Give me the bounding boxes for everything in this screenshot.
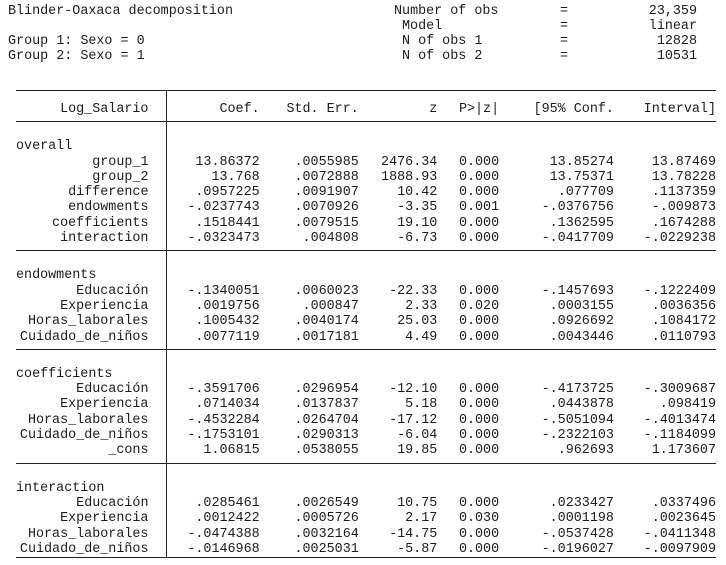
- cell-value: .0264704: [294, 412, 359, 428]
- group2-definition: Group 2: Sexo = 1: [8, 49, 145, 64]
- group1-definition: Group 1: Sexo = 0: [8, 34, 145, 49]
- cell-value: -17.12: [389, 412, 438, 428]
- cell-value: .0001198: [549, 511, 614, 527]
- table-row: [16, 200, 716, 215]
- row-label: _cons: [108, 443, 149, 459]
- cell-value: 13.87469: [651, 154, 716, 170]
- stat-value: linear: [648, 19, 697, 34]
- section-header-row: [16, 481, 716, 496]
- stat-n-of-obs-2: [394, 49, 697, 64]
- cell-value: 0.000: [458, 169, 500, 185]
- cell-value: .0040174: [294, 314, 359, 330]
- depvar-label: Log_Salario: [60, 102, 149, 117]
- row-label: Educación: [76, 382, 149, 398]
- cell-value: .0285461: [195, 495, 260, 511]
- cell-value: -.0229238: [643, 231, 716, 247]
- section-divider: [16, 246, 716, 268]
- cell-value: 0.000: [458, 231, 500, 247]
- header-line-2: [8, 19, 721, 34]
- cell-value: 25.03: [397, 314, 438, 330]
- cell-value: 0.000: [458, 526, 500, 542]
- row-label: group_1: [92, 154, 149, 170]
- stat-label: N of obs 1: [402, 34, 483, 49]
- cell-value: .0290313: [294, 428, 359, 444]
- table-row: [16, 216, 716, 231]
- stat-number-of-obs: [394, 4, 697, 19]
- cell-value: 4.49: [405, 329, 438, 345]
- cell-value: 1888.93: [381, 169, 438, 185]
- equals-sign: =: [560, 34, 569, 49]
- table-row: [16, 170, 716, 185]
- cell-value: 10.42: [397, 185, 438, 201]
- section-header-row: [16, 139, 716, 154]
- cell-value: .0003155: [549, 298, 614, 314]
- row-label: Experiencia: [60, 298, 149, 314]
- cell-value: 19.85: [397, 443, 438, 459]
- cell-value: 13.78228: [651, 169, 716, 185]
- column-header-stderr: Std. Err.: [286, 102, 359, 117]
- cell-value: .0070926: [294, 200, 359, 216]
- cell-value: .0025031: [294, 541, 359, 557]
- cell-value: .1137359: [651, 185, 716, 201]
- table-row: [16, 413, 716, 428]
- cell-value: 0.000: [458, 314, 500, 330]
- row-label: group_2: [92, 169, 149, 185]
- report-title: Blinder-Oaxaca decomposition: [8, 4, 233, 19]
- cell-value: -.1753101: [187, 428, 260, 444]
- section-name: overall: [16, 139, 73, 155]
- column-header-pvalue: P>|z|: [458, 102, 500, 117]
- table-body: [16, 117, 716, 557]
- cell-value: 0.000: [458, 154, 500, 170]
- table-row: [16, 443, 716, 458]
- cell-value: .0023645: [651, 511, 716, 527]
- cell-value: 0.000: [458, 185, 500, 201]
- cell-value: .0091907: [294, 185, 359, 201]
- cell-value: -3.35: [397, 200, 438, 216]
- cell-value: .1518441: [195, 215, 260, 231]
- row-label: Cuidado_de_niños: [19, 541, 149, 557]
- cell-value: -.0146968: [187, 541, 260, 557]
- table-row: [16, 382, 716, 397]
- column-header-ci-lower: [95% Conf.: [533, 102, 614, 117]
- cell-value: .1084172: [651, 314, 716, 330]
- cell-value: -.4013474: [643, 412, 716, 428]
- cell-value: -.4173725: [541, 382, 614, 398]
- cell-value: .0060023: [294, 283, 359, 299]
- cell-value: 0.000: [458, 382, 500, 398]
- section-divider: [16, 345, 716, 367]
- table-row: [16, 542, 716, 557]
- cell-value: 0.000: [458, 283, 500, 299]
- table-row: [16, 155, 716, 170]
- cell-value: .1362595: [549, 215, 614, 231]
- cell-value: -.0323473: [187, 231, 260, 247]
- row-label: coefficients: [52, 215, 149, 231]
- cell-value: .0019756: [195, 298, 260, 314]
- row-label: endowments: [68, 200, 149, 216]
- table-row: [16, 185, 716, 200]
- cell-value: .0233427: [549, 495, 614, 511]
- row-label: interaction: [60, 231, 149, 247]
- header-line-1: [8, 4, 721, 19]
- cell-value: 0.000: [458, 428, 500, 444]
- cell-value: .0012422: [195, 511, 260, 527]
- cell-value: -.0417709: [541, 231, 614, 247]
- section-header-row: [16, 367, 716, 382]
- cell-value: .0079515: [294, 215, 359, 231]
- table-header-row: [16, 91, 716, 117]
- header-spacer: [8, 19, 394, 34]
- cell-value: .004808: [302, 231, 359, 247]
- cell-value: -22.33: [389, 283, 438, 299]
- cell-value: 0.030: [458, 511, 500, 527]
- stat-model: [394, 19, 697, 34]
- cell-value: -.1222409: [643, 283, 716, 299]
- cell-value: 0.020: [458, 298, 500, 314]
- cell-value: -.0411348: [643, 526, 716, 542]
- equals-sign: =: [560, 4, 569, 19]
- section-name: coefficients: [16, 366, 113, 382]
- cell-value: 0.000: [458, 541, 500, 557]
- row-label: Cuidado_de_niños: [19, 329, 149, 345]
- cell-value: .0337496: [651, 495, 716, 511]
- column-header-coef: Coef.: [219, 102, 260, 117]
- cell-value: 0.001: [458, 200, 500, 216]
- section-divider: [16, 459, 716, 481]
- cell-value: 5.18: [405, 397, 438, 413]
- table-row: [16, 496, 716, 511]
- cell-value: -.2322103: [541, 428, 614, 444]
- cell-value: 0.000: [458, 215, 500, 231]
- section-name: endowments: [16, 268, 97, 284]
- cell-value: .0137837: [294, 397, 359, 413]
- table-row: [16, 314, 716, 329]
- cell-value: -.1184099: [643, 428, 716, 444]
- cell-value: -5.87: [397, 541, 438, 557]
- cell-value: .0443878: [549, 397, 614, 413]
- cell-value: -6.04: [397, 428, 438, 444]
- cell-value: .0077119: [195, 329, 260, 345]
- cell-value: -.4532284: [187, 412, 260, 428]
- cell-value: 0.000: [458, 397, 500, 413]
- cell-value: .0110793: [651, 329, 716, 345]
- cell-value: -.0196027: [541, 541, 614, 557]
- row-label: Educación: [76, 283, 149, 299]
- cell-value: 0.000: [458, 412, 500, 428]
- stat-label: Model: [402, 19, 443, 34]
- section-divider: [16, 117, 716, 139]
- stat-value: 10531: [656, 49, 697, 64]
- row-label: Horas_laborales: [27, 526, 149, 542]
- cell-value: .0005726: [294, 511, 359, 527]
- row-label: Horas_laborales: [27, 412, 149, 428]
- cell-value: -.1340051: [187, 283, 260, 299]
- cell-value: -.0537428: [541, 526, 614, 542]
- row-label: Experiencia: [60, 397, 149, 413]
- cell-value: .0714034: [195, 397, 260, 413]
- cell-value: -.0376756: [541, 200, 614, 216]
- cell-value: 13.768: [211, 169, 260, 185]
- stat-label: N of obs 2: [402, 49, 483, 64]
- cell-value: .0296954: [294, 382, 359, 398]
- table-row: [16, 299, 716, 314]
- cell-value: 19.10: [397, 215, 438, 231]
- row-label: Experiencia: [60, 511, 149, 527]
- cell-value: 2.17: [405, 511, 438, 527]
- stat-label: Number of obs: [394, 4, 499, 19]
- cell-value: 10.75: [397, 495, 438, 511]
- cell-value: 2.33: [405, 298, 438, 314]
- row-label: Cuidado_de_niños: [19, 428, 149, 444]
- table-row: [16, 428, 716, 443]
- cell-value: .962693: [557, 443, 614, 459]
- cell-value: 1.06815: [203, 443, 260, 459]
- cell-value: .1005432: [195, 314, 260, 330]
- equals-sign: =: [560, 19, 569, 34]
- cell-value: -.3009687: [643, 382, 716, 398]
- cell-value: -6.73: [397, 231, 438, 247]
- cell-value: 13.75371: [549, 169, 614, 185]
- section-name: interaction: [16, 480, 105, 496]
- cell-value: .098419: [659, 397, 716, 413]
- cell-value: -.0237743: [187, 200, 260, 216]
- cell-value: 2476.34: [381, 154, 438, 170]
- cell-value: -.009873: [651, 200, 716, 216]
- header-line-4: [8, 49, 721, 64]
- table-row: [16, 397, 716, 412]
- cell-value: .1674288: [651, 215, 716, 231]
- cell-value: -.0097909: [643, 541, 716, 557]
- row-label: Educación: [76, 495, 149, 511]
- cell-value: .077709: [557, 185, 614, 201]
- cell-value: .0072888: [294, 169, 359, 185]
- cell-value: -.5051094: [541, 412, 614, 428]
- equals-sign: =: [560, 49, 569, 64]
- column-header-z: z: [429, 102, 438, 117]
- table-row: [16, 511, 716, 526]
- column-header-ci-upper: Interval]: [643, 102, 716, 117]
- cell-value: .0957225: [195, 185, 260, 201]
- cell-value: 13.86372: [195, 154, 260, 170]
- table-row: [16, 284, 716, 299]
- results-table: [16, 90, 716, 558]
- cell-value: .0043446: [549, 329, 614, 345]
- stat-value: 23,359: [648, 4, 697, 19]
- row-label: Horas_laborales: [27, 314, 149, 330]
- cell-value: -12.10: [389, 382, 438, 398]
- cell-value: 0.000: [458, 443, 500, 459]
- cell-value: .0032164: [294, 526, 359, 542]
- cell-value: -.1457693: [541, 283, 614, 299]
- cell-value: -14.75: [389, 526, 438, 542]
- row-label: difference: [68, 185, 149, 201]
- cell-value: .0036356: [651, 298, 716, 314]
- section-header-row: [16, 268, 716, 283]
- table-row: [16, 231, 716, 246]
- table-row: [16, 527, 716, 542]
- cell-value: -.0474388: [187, 526, 260, 542]
- cell-value: .0026549: [294, 495, 359, 511]
- header-line-3: [8, 34, 721, 49]
- cell-value: .0926692: [549, 314, 614, 330]
- cell-value: 13.85274: [549, 154, 614, 170]
- cell-value: .0055985: [294, 154, 359, 170]
- table-row: [16, 330, 716, 345]
- cell-value: 0.000: [458, 495, 500, 511]
- stat-n-of-obs-1: [394, 34, 697, 49]
- cell-value: .0017181: [294, 329, 359, 345]
- cell-value: 0.000: [458, 329, 500, 345]
- cell-value: 1.173607: [651, 443, 716, 459]
- cell-value: .000847: [302, 298, 359, 314]
- stat-value: 12828: [656, 34, 697, 49]
- cell-value: -.3591706: [187, 382, 260, 398]
- cell-value: .0538055: [294, 443, 359, 459]
